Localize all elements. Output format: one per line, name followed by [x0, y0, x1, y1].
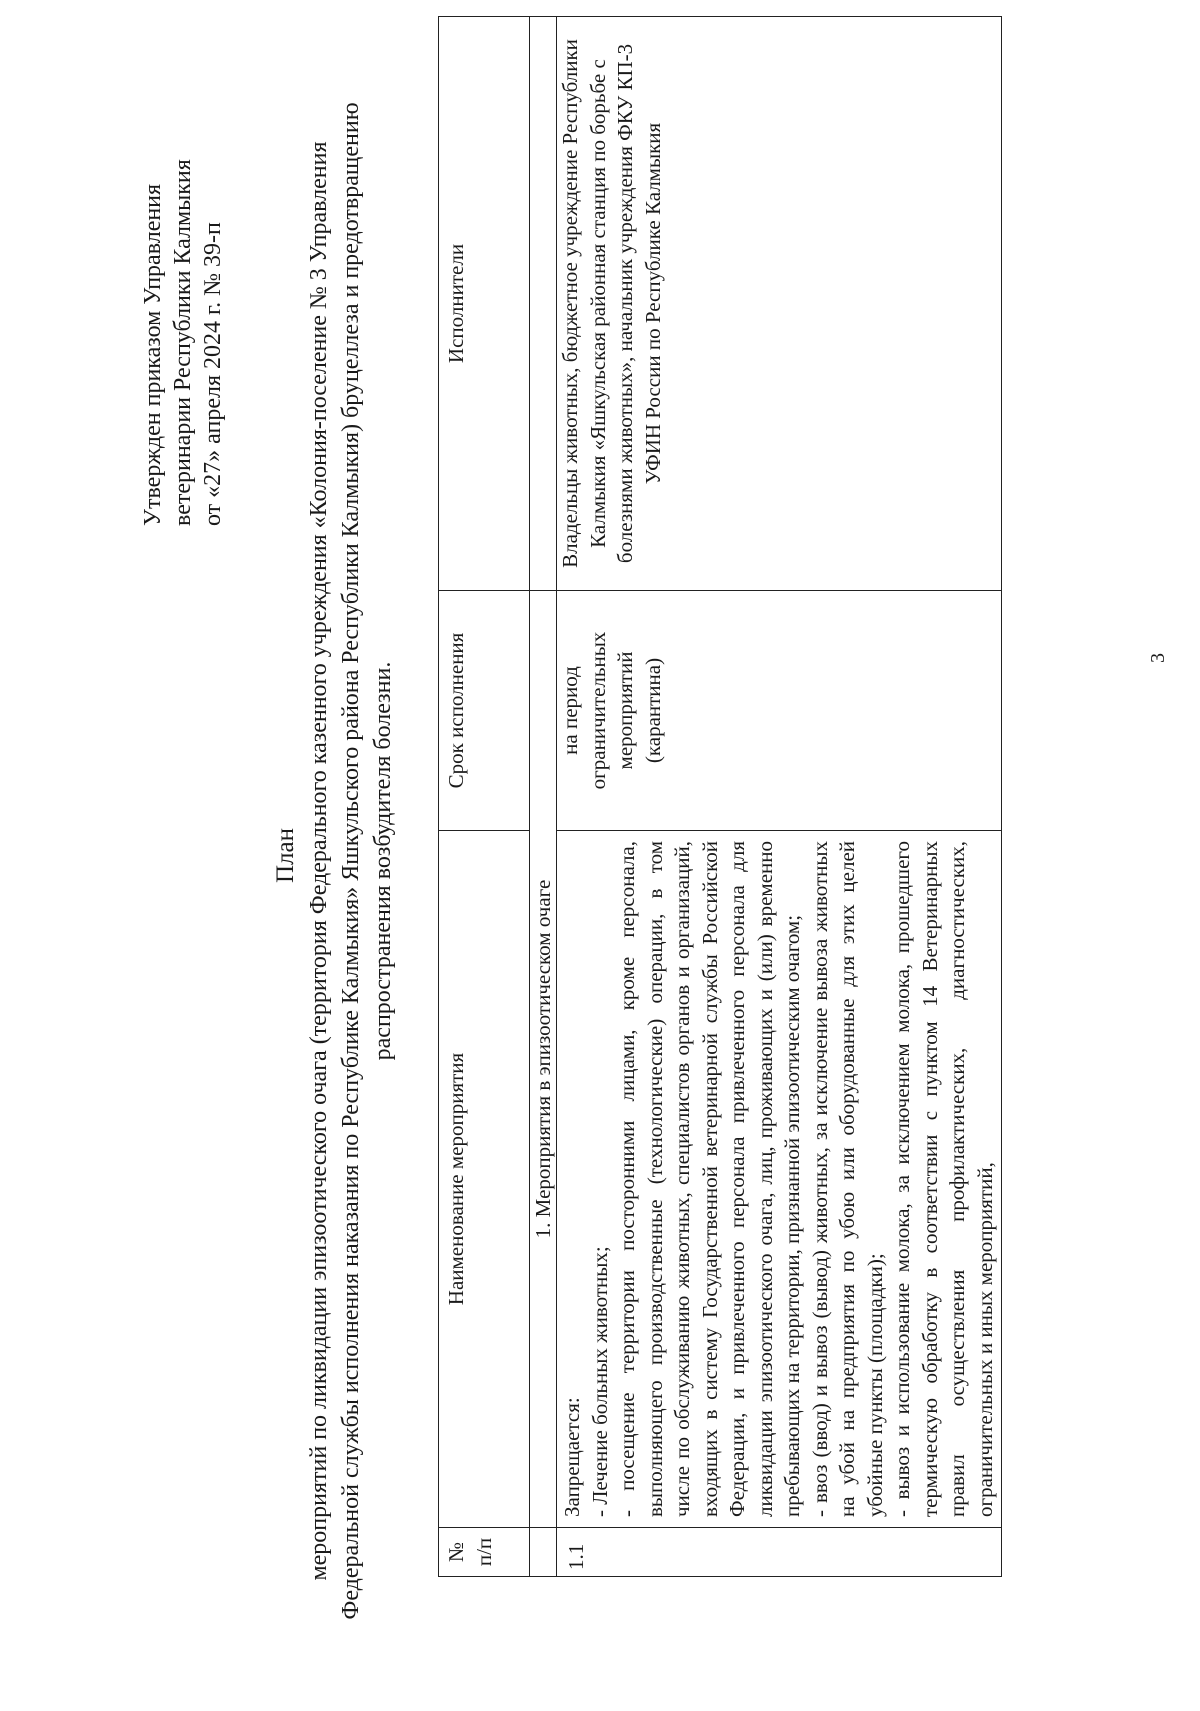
- header-term: Срок исполнения: [439, 591, 530, 831]
- measure-line: - Лечение больных животных;: [587, 1246, 612, 1517]
- page-number: 3: [1147, 653, 1169, 663]
- plan-description: мероприятий по ликвидации эпизоотического очага (территория Федерального казенного учреждения «Колония-поселение № 3 Управления Федеральной службы исполнения наказания по Республике Калмыкия» Яшкульского района Республики Калмыкия) бруцеллеза и предотвращению распространения возбудителя болезни.: [306, 102, 396, 1620]
- approval-line-1: Утвержден приказом Управления: [140, 183, 166, 526]
- row-num: 1.1: [557, 1528, 1002, 1577]
- measure-line: - посещение территории посторонними лицами, кроме персонала, выполняющего производственные (технологические) операции, в том числе по обслуживанию животных, специалистов органов и организаций, входящих в систему Государственной ветеринарной службы Российской Федерации, и привлеченного персонала привлеченного персонала для ликвидации эпизоотического очага, лиц, проживающих и (или) временно пребывающих на территории, признанной эпизоотическим очагом;: [615, 841, 804, 1517]
- header-name: Наименование мероприятия: [439, 831, 530, 1528]
- measure-line: Запрещается:: [560, 1397, 584, 1517]
- section-title: 1. Мероприятия в эпизоотическом очаге: [530, 591, 557, 1528]
- measure-line: - ввоз (ввод) и вывоз (вывод) животных, за исключение вывоза животных на убой на предприятия по убою или оборудованные для этих целей убойные пункты (площадки);: [807, 841, 887, 1517]
- header-performers: Исполнители: [439, 17, 530, 591]
- section-blank-cell: [530, 1528, 557, 1577]
- row-measures: [557, 831, 1002, 1528]
- row-term: на период ограничительных мероприятий (карантина): [557, 591, 1002, 831]
- approval-line-3: от «27» апреля 2024 г. № 39-п: [200, 222, 226, 526]
- approval-line-2: ветеринарии Республики Калмыкия: [170, 159, 196, 526]
- measure-line: - вывоз и использование молока, за исключением молока, прошедшего термическую обработку в соответствии с пунктом 14 Ветеринарных правил осуществления профилактических, диагностических, ограничительных и иных мероприятий,: [890, 841, 997, 1517]
- measures-table: [438, 16, 1002, 1577]
- row-performers: Владельцы животных, бюджетное учреждение Республики Калмыкия «Яшкульская районная станция по борьбе с болезнями животных», начальник учреждения ФКУ КП-3 УФИН России по Республике Калмыкия: [557, 17, 1002, 591]
- header-num: № п/п: [439, 1528, 530, 1577]
- plan-title: План: [272, 828, 299, 884]
- approval-stamp: [138, 159, 228, 526]
- section-blank-cell: [530, 17, 557, 591]
- table-header-row: [439, 17, 530, 1577]
- table-row: [557, 17, 1002, 1577]
- section-row: [530, 17, 557, 1577]
